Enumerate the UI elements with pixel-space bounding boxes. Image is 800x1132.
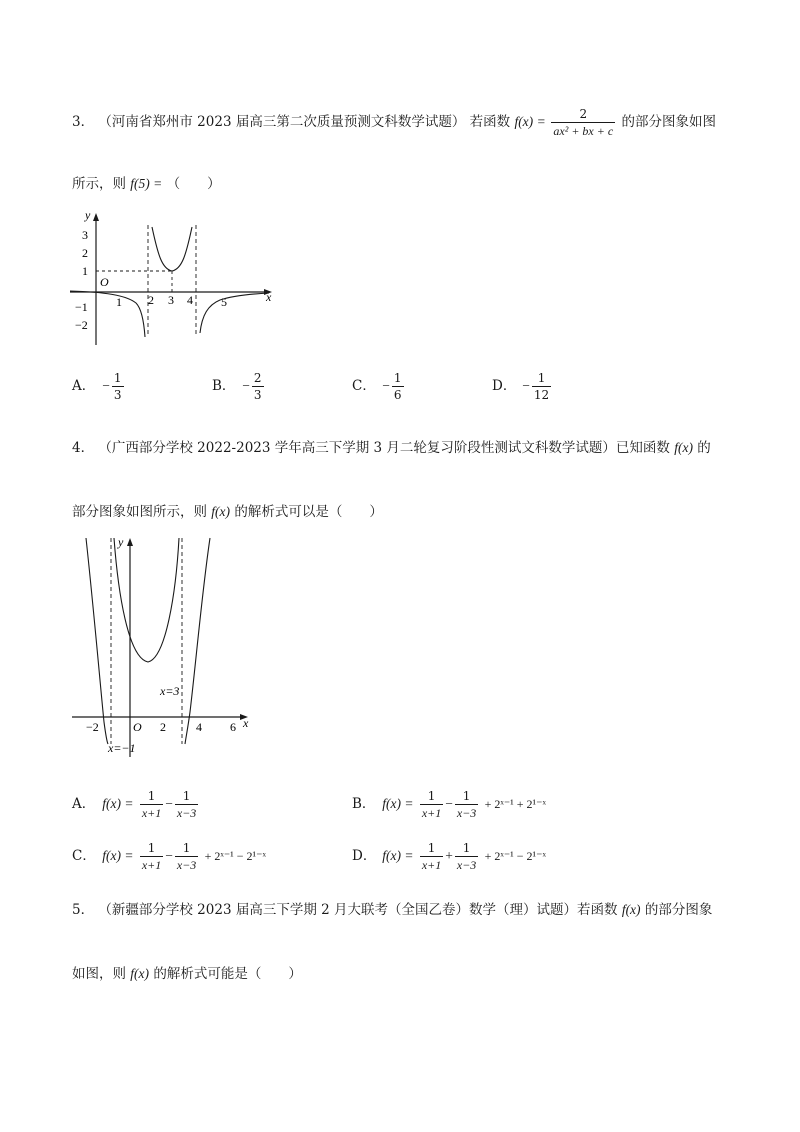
q3-xtick: 1: [116, 295, 122, 309]
option-den: x+1: [141, 806, 162, 820]
q4-text-b: 的: [697, 440, 711, 456]
option-label: B．: [352, 796, 376, 812]
option-den: x+1: [141, 858, 162, 872]
q3-line2-func: f(5) =: [130, 176, 163, 191]
option-op: −: [165, 796, 173, 811]
q4-x-label: x: [243, 716, 249, 730]
q4-y-arrow: [127, 538, 133, 546]
q5-line2-text: 如图，则: [72, 966, 126, 982]
q3-frac-den: ax² + bx + c: [553, 124, 614, 138]
q3-x-label: x: [266, 290, 272, 304]
q3-line2-text: 所示，则: [72, 176, 126, 192]
q3-answer-paren: （ ）: [166, 176, 221, 192]
q3-ytick: −2: [75, 318, 88, 332]
option-sign: −: [242, 378, 250, 393]
q4-asym-label-left: x=−1: [108, 741, 136, 755]
q3-line1: 3． （河南省郑州市 2023 届高三第二次质量预测文科数学试题） 若函数 f(x) = $\frac{2}{\text{ax² + bx + c}}$ 的部分图象如图: [72, 107, 716, 138]
q3-frac-num: 2: [551, 108, 615, 123]
q3-text-b: 的部分图象如图: [621, 114, 716, 130]
option-den: x−3: [456, 806, 477, 820]
q4-number: 4．: [72, 440, 95, 456]
q3-ytick: 1: [82, 264, 88, 278]
q5-text-b: 的部分图象: [644, 902, 713, 918]
q5-line2-func: f(x): [130, 966, 150, 981]
q3-option-c[interactable]: [352, 372, 406, 401]
q4-xtick: 2: [160, 720, 166, 734]
q4-line2: [72, 500, 383, 520]
option-num: 1: [420, 842, 443, 857]
option-num: 1: [140, 842, 163, 857]
option-den: x−3: [456, 858, 477, 872]
q3-curve-right: [200, 293, 269, 333]
q3-option-b[interactable]: [212, 372, 266, 401]
q4-y-label: y: [118, 535, 124, 549]
q4-line2-text-b: 的解析式可以是（ ）: [234, 504, 383, 520]
q3-xtick: 4: [187, 293, 193, 307]
q4-origin: O: [133, 720, 142, 734]
option-den: x−3: [176, 806, 197, 820]
q5-source: （新疆部分学校 2023 届高三下学期 2 月大联考（全国乙卷）数学（理）试题）若函数: [98, 902, 618, 918]
option-den: 3: [253, 388, 262, 402]
q4-graph: [68, 532, 258, 762]
q3-func: f(x): [514, 114, 534, 129]
option-tail: + 2ˣ⁻¹ + 2¹⁻ˣ: [484, 797, 546, 811]
q3-curve-middle: [152, 227, 192, 271]
option-den: x−3: [176, 858, 197, 872]
option-label: B．: [212, 378, 236, 394]
option-label: A．: [72, 378, 96, 394]
option-num: 1: [113, 371, 122, 385]
option-den: x+1: [421, 858, 442, 872]
option-lhs: f(x) =: [382, 848, 414, 863]
q3-line2: [72, 172, 221, 192]
option-label: D．: [492, 378, 517, 394]
q4-option-b[interactable]: [352, 790, 546, 819]
q4-xtick: 6: [230, 720, 236, 734]
q3-option-a[interactable]: [72, 372, 126, 401]
option-op: −: [445, 796, 453, 811]
option-num: 1: [455, 790, 478, 805]
option-tail: + 2ˣ⁻¹ − 2¹⁻ˣ: [484, 849, 546, 863]
option-sign: −: [102, 378, 110, 393]
q4-option-a[interactable]: [72, 790, 200, 819]
option-num: 1: [175, 790, 198, 805]
option-num: 1: [393, 371, 402, 385]
q3-y-label: y: [85, 208, 91, 222]
q5-line2-text-b: 的解析式可能是（ ）: [153, 966, 302, 982]
q3-xtick: 2: [148, 293, 154, 307]
option-den: 12: [533, 388, 550, 402]
q4-curve-right: [185, 538, 210, 744]
option-den: x+1: [421, 806, 442, 820]
option-num: 2: [253, 371, 262, 385]
option-label: D．: [352, 848, 377, 864]
q4-line2-text: 部分图象如图所示，则: [72, 504, 207, 520]
option-den: 6: [393, 388, 402, 402]
q4-xtick: −2: [86, 720, 99, 734]
q4-line2-func: f(x): [211, 504, 231, 519]
q3-xtick: 3: [168, 293, 174, 307]
q4-option-d[interactable]: [352, 842, 546, 871]
option-num: 1: [532, 372, 551, 387]
option-op: −: [165, 848, 173, 863]
q4-asym-label-right: x=3: [160, 684, 180, 698]
option-label: C．: [352, 378, 376, 394]
option-num: 1: [140, 790, 163, 805]
q3-ytick: 2: [82, 246, 88, 260]
q5-line2: [72, 962, 302, 982]
q3-source: （河南省郑州市 2023 届高三第二次质量预测文科数学试题）: [98, 114, 466, 130]
q3-ytick: 3: [82, 228, 88, 242]
q4-func: f(x): [674, 440, 693, 455]
q3-fraction: [551, 108, 615, 137]
q4-option-c[interactable]: [72, 842, 266, 871]
q4-source: （广西部分学校 2022-2023 学年高三下学期 3 月二轮复习阶段性测试文科数学试题）已知函数: [98, 440, 670, 456]
q3-origin: O: [100, 275, 109, 289]
option-label: A．: [72, 796, 96, 812]
q3-graph: [64, 205, 284, 350]
q5-number: 5．: [72, 902, 95, 918]
option-label: C．: [72, 848, 96, 864]
option-num: 1: [175, 842, 198, 857]
option-tail: + 2ˣ⁻¹ − 2¹⁻ˣ: [204, 849, 266, 863]
option-op: +: [445, 848, 453, 863]
q4-line1: [72, 436, 711, 456]
q5-line1: [72, 898, 712, 918]
option-num: 1: [455, 842, 478, 857]
q3-option-d[interactable]: [492, 372, 553, 401]
q5-func: f(x): [621, 902, 641, 917]
option-lhs: f(x) =: [102, 796, 134, 811]
option-lhs: f(x) =: [102, 848, 134, 863]
option-den: 3: [113, 388, 122, 402]
q4-curve-middle: [114, 538, 179, 662]
q3-number: 3．: [72, 114, 95, 130]
q4-curve-left: [86, 538, 108, 744]
option-num: 1: [420, 790, 443, 805]
q3-y-arrow: [93, 213, 99, 221]
option-sign: −: [382, 378, 390, 393]
q4-xtick: 4: [196, 720, 202, 734]
q3-text-a: 若函数: [469, 114, 511, 130]
option-lhs: f(x) =: [382, 796, 414, 811]
q3-ytick: −1: [75, 300, 88, 314]
q3-xtick: 5: [221, 295, 227, 309]
option-sign: −: [522, 378, 530, 393]
